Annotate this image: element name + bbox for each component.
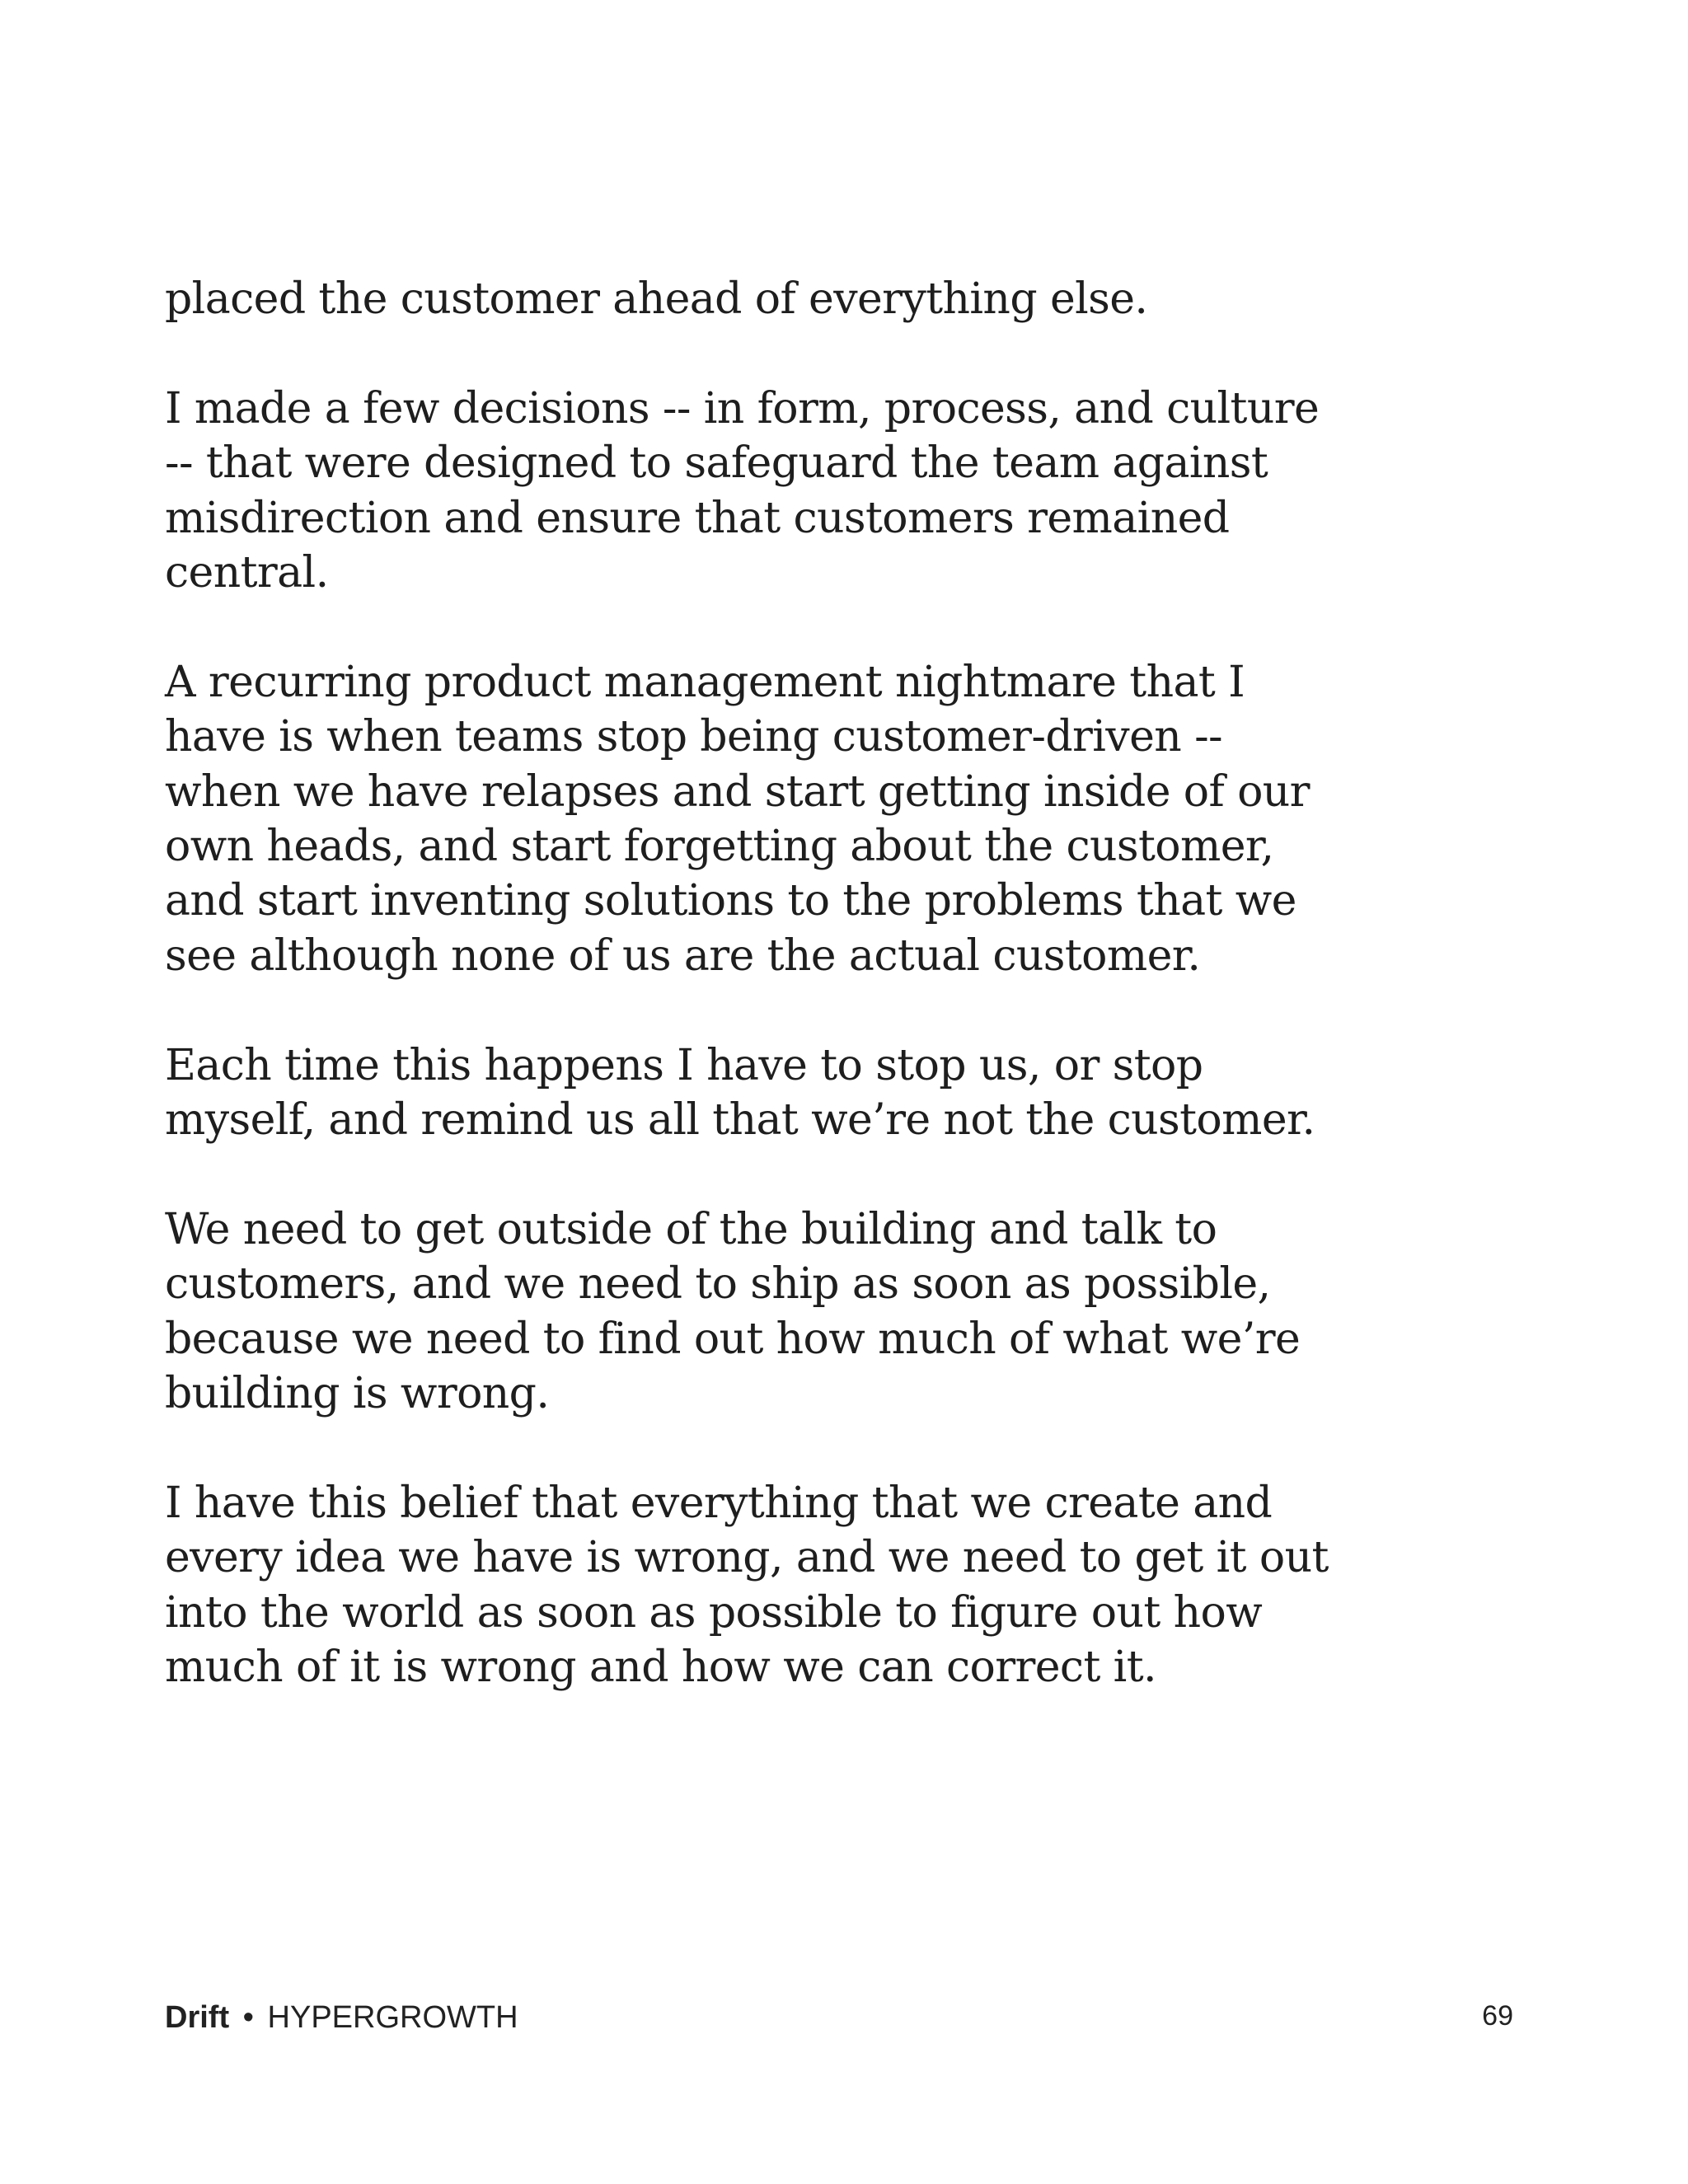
text-line: every idea we have is wrong, and we need to get it out — [165, 1533, 1329, 1583]
text-line: and start inventing solutions to the problems that we — [165, 876, 1296, 926]
text-line: central. — [165, 548, 329, 598]
paragraph — [165, 1476, 1329, 1695]
footer-separator: • — [242, 2000, 254, 2035]
text-line: myself, and remind us all that we’re not the customer. — [165, 1095, 1315, 1146]
text-line: misdirection and ensure that customers remained — [165, 493, 1230, 543]
text-line: building is wrong. — [165, 1369, 550, 1419]
paragraph — [165, 382, 1319, 601]
footer-running-title — [165, 1998, 518, 2037]
text-line: much of it is wrong and how we can correct it. — [165, 1643, 1156, 1693]
text-line: I made a few decisions -- in form, process, and culture — [165, 383, 1320, 434]
text-line: I have this belief that everything that we create and — [165, 1478, 1273, 1528]
text-line: placed the customer ahead of everything else. — [165, 274, 1148, 324]
text-line: because we need to find out how much of what we’re — [165, 1314, 1301, 1364]
text-line: customers, and we need to ship as soon as possible, — [165, 1259, 1271, 1310]
text-line: own heads, and start forgetting about the customer, — [165, 822, 1274, 872]
text-line: when we have relapses and start getting inside of our — [165, 766, 1310, 817]
text-line: -- that were designed to safeguard the team against — [165, 438, 1268, 489]
paragraph — [165, 1202, 1319, 1422]
paragraph — [165, 272, 1319, 326]
footer-brand: Drift — [165, 2000, 230, 2035]
paragraph — [165, 1038, 1319, 1148]
text-line: see although none of us are the actual customer. — [165, 930, 1201, 981]
text-line: into the world as soon as possible to figure out how — [165, 1587, 1263, 1638]
text-line: A recurring product management nightmare that I — [165, 657, 1245, 707]
body-text — [165, 272, 1329, 1750]
paragraph — [165, 655, 1319, 983]
text-line: Each time this happens I have to stop us, or stop — [165, 1040, 1203, 1090]
text-line: have is when teams stop being customer-driven -- — [165, 712, 1223, 762]
text-line: We need to get outside of the building and talk to — [165, 1204, 1217, 1254]
footer-book-title: HYPERGROWTH — [267, 2000, 518, 2035]
page-number: 69 — [1482, 2000, 1513, 2032]
